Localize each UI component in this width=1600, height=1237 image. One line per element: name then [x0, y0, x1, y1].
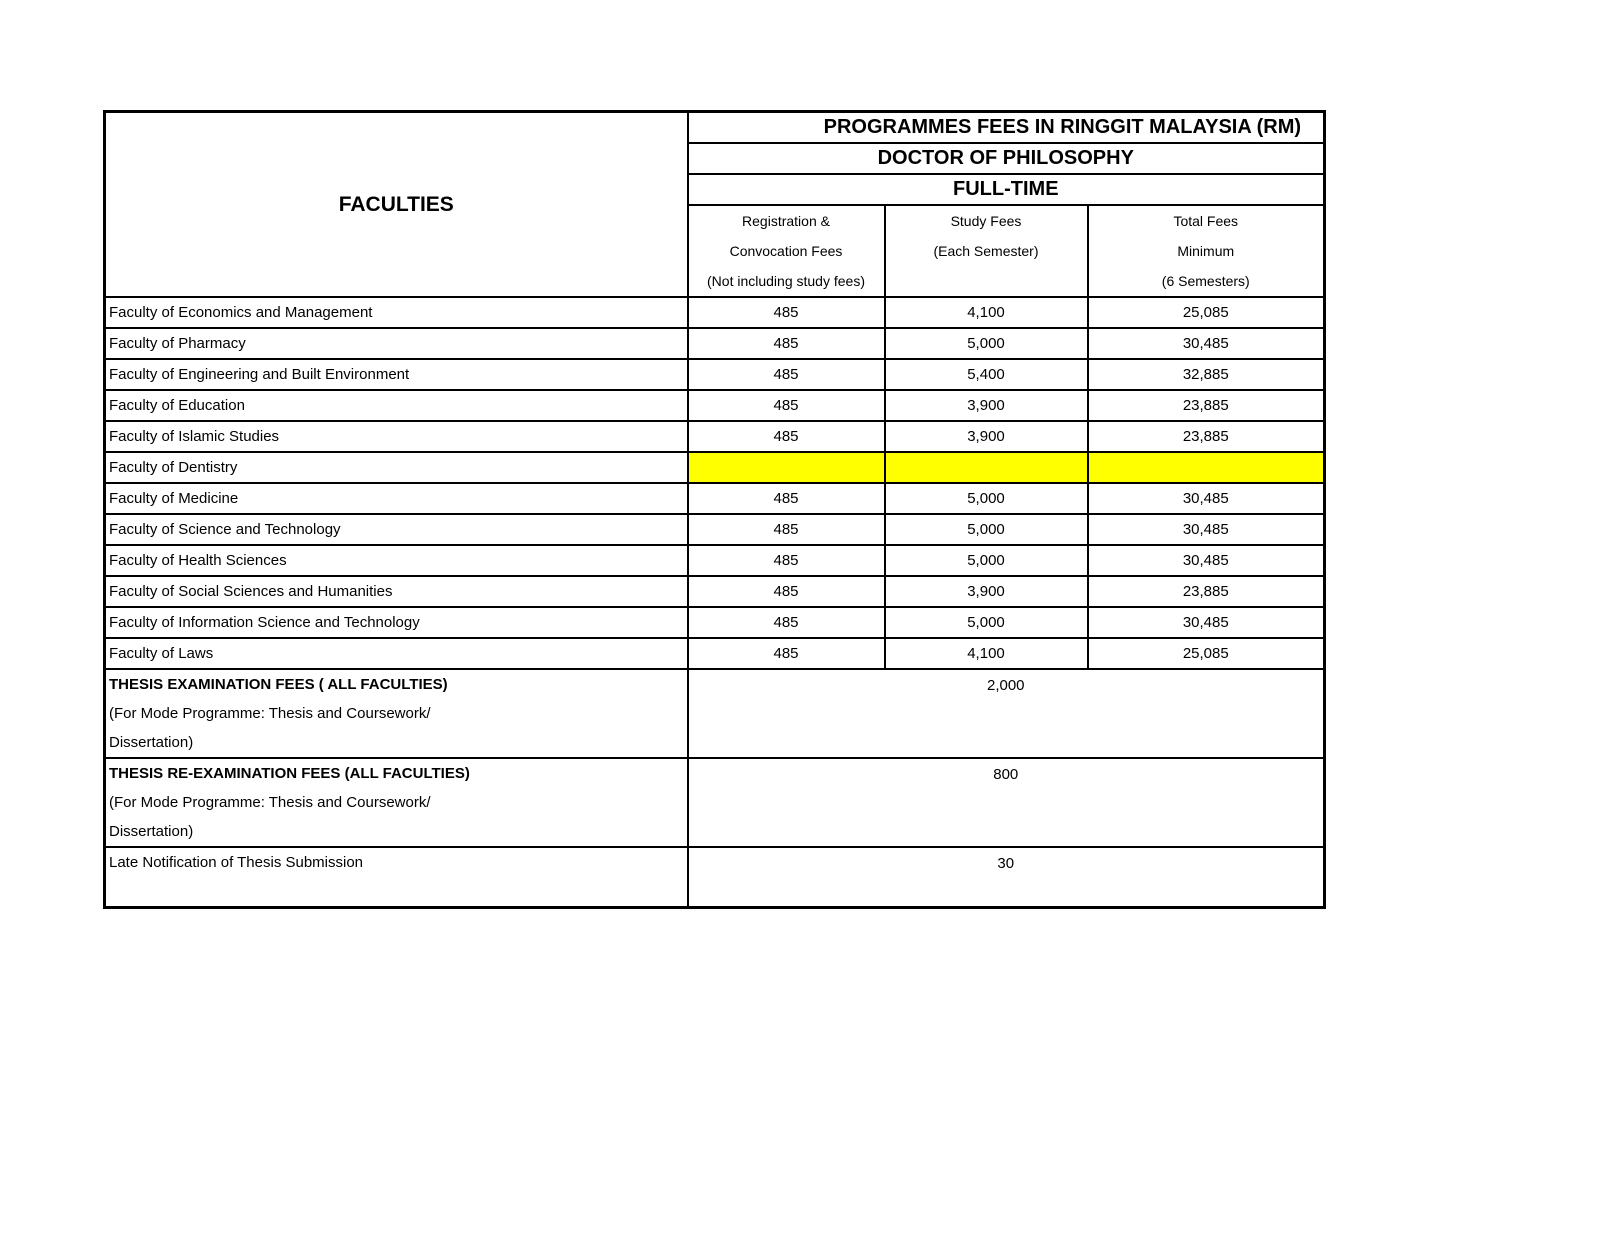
faculty-name: Faculty of Engineering and Built Environment [105, 359, 688, 390]
total-fee: 30,485 [1088, 328, 1325, 359]
registration-fee-highlight [688, 452, 885, 483]
thesis-exam-fee: 2,000 [688, 669, 1325, 758]
study-fee: 4,100 [885, 638, 1088, 669]
column-header-total-fees: Total Fees Minimum (6 Semesters) [1088, 205, 1325, 297]
total-fee: 32,885 [1088, 359, 1325, 390]
study-fee: 5,000 [885, 483, 1088, 514]
study-fee: 5,000 [885, 607, 1088, 638]
table-row [105, 514, 1325, 545]
faculty-name: Faculty of Economics and Management [105, 297, 688, 328]
table-row [105, 421, 1325, 452]
total-fee: 25,085 [1088, 297, 1325, 328]
registration-fee: 485 [688, 576, 885, 607]
study-fee: 5,400 [885, 359, 1088, 390]
total-fee: 23,885 [1088, 390, 1325, 421]
table-row [105, 359, 1325, 390]
faculty-name: Faculty of Pharmacy [105, 328, 688, 359]
table-row [105, 607, 1325, 638]
table-row [105, 638, 1325, 669]
total-fee: 30,485 [1088, 545, 1325, 576]
registration-fee: 485 [688, 607, 885, 638]
registration-fee: 485 [688, 421, 885, 452]
faculty-name: Faculty of Science and Technology [105, 514, 688, 545]
study-fee-highlight [885, 452, 1088, 483]
study-mode-label: FULL-TIME [688, 174, 1325, 205]
registration-fee: 485 [688, 328, 885, 359]
registration-fee: 485 [688, 514, 885, 545]
study-fee: 5,000 [885, 328, 1088, 359]
total-fee: 30,485 [1088, 483, 1325, 514]
total-fee: 23,885 [1088, 421, 1325, 452]
faculty-name: Faculty of Laws [105, 638, 688, 669]
table-row [105, 545, 1325, 576]
late-notification-label: Late Notification of Thesis Submission [105, 847, 688, 908]
registration-fee: 485 [688, 483, 885, 514]
faculty-name: Faculty of Health Sciences [105, 545, 688, 576]
study-fee: 5,000 [885, 514, 1088, 545]
total-fee: 23,885 [1088, 576, 1325, 607]
faculty-name: Faculty of Dentistry [105, 452, 688, 483]
faculty-name: Faculty of Social Sciences and Humanities [105, 576, 688, 607]
study-fee: 3,900 [885, 421, 1088, 452]
thesis-reexam-note-cont: Dissertation) [109, 823, 194, 840]
programme-label: DOCTOR OF PHILOSOPHY [688, 143, 1325, 174]
faculty-name: Faculty of Education [105, 390, 688, 421]
thesis-reexam-note: (For Mode Programme: Thesis and Coursework/ [109, 794, 431, 811]
table-row [105, 297, 1325, 328]
late-notification-fee: 30 [688, 847, 1325, 908]
total-fee-highlight [1088, 452, 1325, 483]
total-fee: 25,085 [1088, 638, 1325, 669]
registration-fee: 485 [688, 359, 885, 390]
study-fee: 3,900 [885, 390, 1088, 421]
total-fee: 30,485 [1088, 607, 1325, 638]
thesis-reexam-label [105, 758, 688, 847]
thesis-exam-note-cont: Dissertation) [109, 734, 194, 751]
thesis-exam-note: (For Mode Programme: Thesis and Coursework/ [109, 705, 431, 722]
table-row [105, 390, 1325, 421]
registration-fee: 485 [688, 545, 885, 576]
thesis-reexam-title: THESIS RE-EXAMINATION FEES (ALL FACULTIES) [109, 765, 470, 782]
faculty-name: Faculty of Medicine [105, 483, 688, 514]
registration-fee: 485 [688, 297, 885, 328]
study-fee: 4,100 [885, 297, 1088, 328]
thesis-reexam-fee: 800 [688, 758, 1325, 847]
table-row [105, 483, 1325, 514]
thesis-exam-label [105, 669, 688, 758]
study-fee: 5,000 [885, 545, 1088, 576]
faculty-name: Faculty of Information Science and Technology [105, 607, 688, 638]
column-header-study-fees: Study Fees (Each Semester) [885, 205, 1088, 297]
faculty-name: Faculty of Islamic Studies [105, 421, 688, 452]
thesis-exam-title: THESIS EXAMINATION FEES ( ALL FACULTIES) [109, 676, 448, 693]
total-fee: 30,485 [1088, 514, 1325, 545]
study-fee: 3,900 [885, 576, 1088, 607]
table-row [105, 576, 1325, 607]
thesis-exam-row [105, 669, 1325, 758]
registration-fee: 485 [688, 638, 885, 669]
faculties-header: FACULTIES [105, 112, 688, 298]
table-row-highlighted [105, 452, 1325, 483]
table-row [105, 328, 1325, 359]
fees-table [103, 110, 1326, 909]
registration-fee: 485 [688, 390, 885, 421]
column-header-registration: Registration & Convocation Fees (Not including study fees) [688, 205, 885, 297]
header-row-title [105, 112, 1325, 144]
table-title: PROGRAMMES FEES IN RINGGIT MALAYSIA (RM) [688, 112, 1325, 144]
late-notification-row [105, 847, 1325, 908]
thesis-reexam-row [105, 758, 1325, 847]
